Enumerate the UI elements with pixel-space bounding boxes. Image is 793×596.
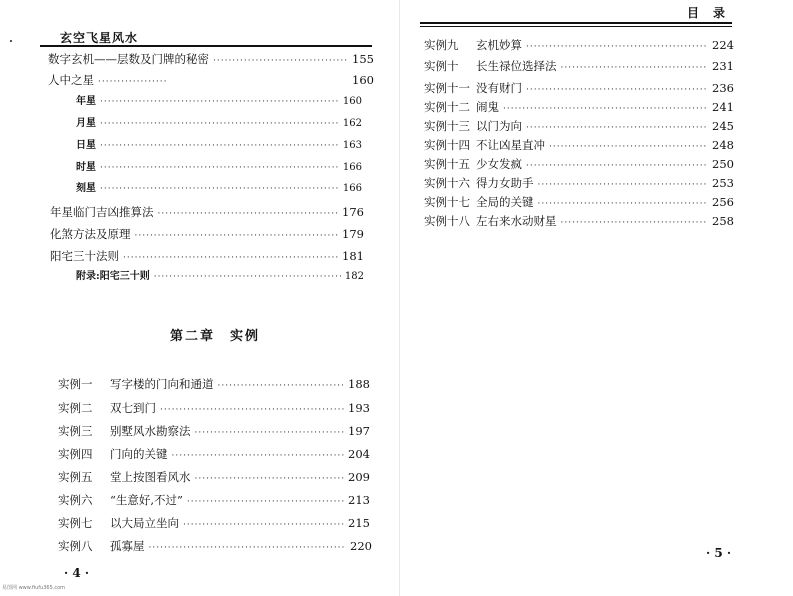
toc-case (58, 516, 370, 532)
leader-dots (503, 102, 708, 116)
right-head-rule-thin (420, 26, 732, 27)
toc-sub-entry-title: 日星 (76, 140, 96, 151)
case-title: 不让凶星直冲 (476, 138, 545, 152)
leader-dots (218, 379, 345, 393)
scan-speck (10, 40, 12, 42)
case-page: 258 (712, 214, 734, 228)
leader-dots (100, 117, 339, 131)
toc-case (424, 157, 734, 173)
case-page: 245 (712, 119, 734, 133)
case-number: 实例三 (58, 424, 93, 438)
leader-dots (183, 518, 344, 532)
case-title: 写字楼的门向和通道 (110, 377, 214, 391)
leader-dots (149, 541, 347, 555)
case-page: 209 (348, 470, 370, 484)
chapter-heading: 第二章 实例 (170, 329, 261, 344)
case-title: 长生禄位选择法 (476, 59, 557, 73)
toc-case (58, 447, 370, 463)
case-title: 双七到门 (110, 401, 156, 415)
case-number: 实例六 (58, 493, 93, 507)
case-number: 实例八 (58, 539, 93, 553)
case-title: 以大局立坐向 (110, 516, 179, 530)
leader-dots (195, 426, 345, 440)
toc-case (424, 138, 734, 154)
leader-dots (561, 216, 709, 230)
case-number: 实例十三 (424, 119, 470, 133)
case-page: 215 (348, 516, 370, 530)
toc-case (424, 195, 734, 211)
case-title: 孤寡屋 (110, 539, 145, 553)
case-number: 实例十五 (424, 157, 470, 171)
case-title: 别墅风水勘察法 (110, 424, 191, 438)
toc-entry-title: 数字玄机——层数及门牌的秘密 (48, 52, 209, 66)
case-number: 实例十六 (424, 176, 470, 190)
leader-dots (100, 95, 339, 109)
case-number: 实例十 (424, 59, 459, 73)
toc-entry-title: 化煞方法及原理 (50, 227, 131, 241)
toc-sub-entry-title: 刻星 (76, 183, 96, 194)
case-page: 248 (712, 138, 734, 152)
case-title: 全局的关键 (476, 195, 534, 209)
case-title: 少女发疯 (476, 157, 522, 171)
leader-dots (538, 178, 709, 192)
case-page: 236 (712, 81, 734, 95)
leader-dots (538, 197, 709, 211)
leader-dots (158, 207, 339, 221)
case-number: 实例十七 (424, 195, 470, 209)
toc-entry-page: 160 (352, 73, 374, 87)
toc-entry (48, 52, 374, 68)
toc-case (58, 424, 370, 440)
toc-case (58, 401, 370, 417)
toc-sub-entry-page: 166 (342, 183, 362, 194)
toc-appendix-title: 附录:阳宅三十则 (76, 271, 150, 282)
toc-entry-page: 155 (352, 52, 374, 66)
toc-case (58, 539, 372, 555)
case-number: 实例九 (424, 38, 459, 52)
toc-case (58, 470, 370, 486)
leader-dots (123, 251, 338, 265)
case-title: 堂上按图看风水 (110, 470, 191, 484)
case-number: 实例四 (58, 447, 93, 461)
toc-sub-entry (76, 117, 362, 131)
case-page: 204 (348, 447, 370, 461)
leader-dots (100, 139, 339, 153)
case-number: 实例十四 (424, 138, 470, 152)
toc-sub-entry-title: 月星 (76, 118, 96, 129)
case-number: 实例五 (58, 470, 93, 484)
toc-case (424, 100, 734, 116)
case-page: 256 (712, 195, 734, 209)
toc-sub-entry-title: 年星 (76, 96, 96, 107)
right-head-rule (420, 22, 732, 24)
toc-entry-title: 人中之星 (48, 73, 94, 87)
case-page: 250 (712, 157, 734, 171)
case-page: 213 (348, 493, 370, 507)
leader-dots (526, 159, 708, 173)
leader-dots (213, 54, 348, 68)
toc-appendix (76, 270, 364, 284)
case-page: 188 (348, 377, 370, 391)
toc-entry-title: 阳宅三十法则 (50, 249, 119, 263)
leader-dots (187, 495, 344, 509)
toc-sub-entry-page: 166 (342, 162, 362, 173)
leader-dots (100, 161, 339, 175)
leader-dots (135, 229, 339, 243)
toc-entry (50, 205, 364, 221)
leader-dots (526, 40, 708, 54)
case-page: 224 (712, 38, 734, 52)
right-running-head: 目 录 (687, 6, 727, 20)
left-page-number: · 4 · (64, 566, 90, 580)
toc-case (424, 119, 734, 135)
case-page: 231 (712, 59, 734, 73)
toc-sub-entry-title: 时星 (76, 162, 96, 173)
leader-dots (154, 270, 341, 284)
leader-dots (98, 75, 168, 89)
case-page: 241 (712, 100, 734, 114)
toc-entry (50, 227, 364, 243)
toc-entry-page: 176 (342, 205, 364, 219)
toc-sub-entry (76, 161, 362, 175)
case-number: 实例十一 (424, 81, 470, 95)
leader-dots (549, 140, 708, 154)
case-title: 左右来水动财星 (476, 214, 557, 228)
case-page: 253 (712, 176, 734, 190)
leader-dots (172, 449, 345, 463)
left-head-rule (40, 45, 372, 47)
toc-appendix-page: 182 (344, 271, 364, 282)
case-number: 实例十二 (424, 100, 470, 114)
toc-sub-entry (76, 139, 362, 153)
right-page (400, 0, 793, 596)
case-title: 门向的关键 (110, 447, 168, 461)
left-running-head: 玄空飞星风水 (60, 31, 139, 45)
toc-case (424, 214, 734, 230)
toc-entry (50, 249, 364, 265)
case-page: 193 (348, 401, 370, 415)
case-number: 实例十八 (424, 214, 470, 228)
toc-sub-entry-page: 163 (342, 140, 362, 151)
toc-sub-entry-page: 160 (342, 96, 362, 107)
toc-entry-page: 181 (342, 249, 364, 263)
toc-entry-page: 179 (342, 227, 364, 241)
toc-case (424, 81, 734, 97)
leader-dots (195, 472, 345, 486)
watermark: 易图网 www.fiufu365.com (2, 585, 66, 591)
right-page-number: · 5 · (706, 546, 732, 560)
case-page: 220 (350, 539, 372, 553)
case-title: “生意好,不过” (110, 493, 183, 507)
leader-dots (100, 182, 339, 196)
case-title: 得力女助手 (476, 176, 534, 190)
toc-case (58, 377, 370, 393)
toc-case (424, 176, 734, 192)
leader-dots (160, 403, 344, 417)
toc-sub-entry (76, 95, 362, 109)
case-title: 玄机妙算 (476, 38, 522, 52)
case-number: 实例七 (58, 516, 93, 530)
case-title: 闹鬼 (476, 100, 499, 114)
case-title: 没有财门 (476, 81, 522, 95)
leader-dots (526, 121, 708, 135)
toc-sub-entry-page: 162 (342, 118, 362, 129)
toc-case (424, 59, 734, 75)
leader-dots (526, 83, 708, 97)
leader-dots (561, 61, 709, 75)
toc-sub-entry (76, 182, 362, 196)
toc-case (424, 38, 734, 54)
case-number: 实例一 (58, 377, 93, 391)
toc-entry-title: 年星临门吉凶推算法 (50, 205, 154, 219)
case-number: 实例二 (58, 401, 93, 415)
toc-entry (48, 73, 374, 89)
case-title: 以门为向 (476, 119, 522, 133)
case-page: 197 (348, 424, 370, 438)
toc-case (58, 493, 370, 509)
